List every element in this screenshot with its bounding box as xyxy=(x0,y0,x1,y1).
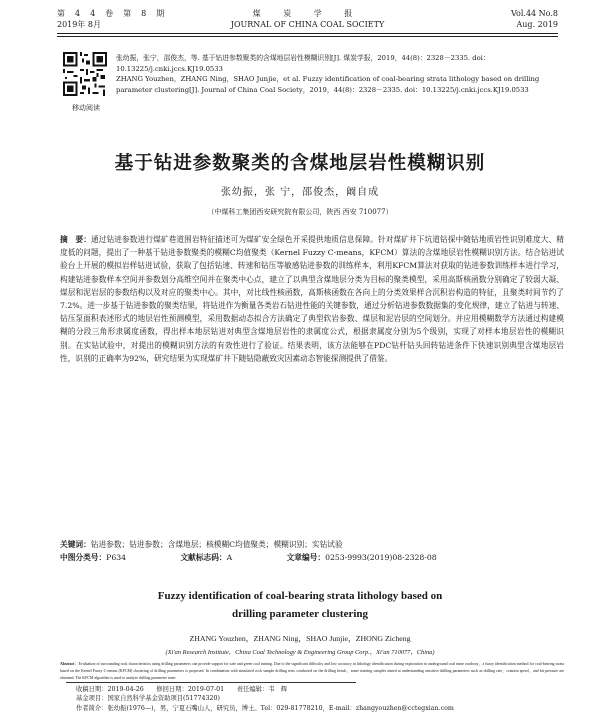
qr-caption: 移动阅读 xyxy=(72,104,100,112)
header-journal-name xyxy=(57,8,558,30)
clc-value: P634 xyxy=(106,553,126,562)
footnote-author-bio: 作者简介：张幼振(1976—)，男，宁夏石嘴山人，研究员，博士。Tel：029-81778210，E-mail：zhangyouzhen@cctegxian.com xyxy=(76,704,454,712)
article-title-en-line2: drilling parameter clustering xyxy=(231,608,369,620)
authors-en: ZHANG Youzhen，ZHANG Ning，SHAO Junjie，ZHONG Zicheng xyxy=(189,634,411,643)
document-code-value: A xyxy=(226,553,233,562)
header-rule-thin xyxy=(57,36,558,37)
header-date-en: Aug. 2019 xyxy=(516,20,558,29)
document-code-label: 文献标志码： xyxy=(180,553,227,562)
abstract-cn-label: 摘 要： xyxy=(60,235,92,244)
journal-name-cn: 煤 炭 学 报 xyxy=(252,9,363,18)
footnote-funding: 基金项目：国家自然科学基金资助项目(51774320) xyxy=(76,695,221,703)
header-volume-cn: 第44卷第8期 xyxy=(57,9,175,18)
running-header xyxy=(57,8,558,32)
keywords-cn-text: 钻进参数；钻进参数；含煤地层；核模糊C均值聚类；模糊识别；实钻试验 xyxy=(90,540,343,549)
document-code xyxy=(180,553,258,562)
affiliation-en: (Xi'an Research Institute，China Coal Technology & Engineering Group Corp.，Xi'an 710077，China) xyxy=(165,649,435,656)
clc-number xyxy=(60,553,152,562)
abstract-en-text: Evaluation of surrounding rock characteristics using drilling parameters can provide support for safe and green coal mining. Due to the significant difficulty and low accuracy in lithology identification during exploration in underground coal mine roadway，a fuzzy identification method for coal-bearing strata based on the Kernel Fuzzy C-means (KFCM) clustering of drilling parameters is proposed. In combination with simulated rock sample drilling tests conducted on the drilling bench，some training samples aimed at understanding sensitive drilling parameters such as drilling rate，rotation speed，and bit pressure are obtained. The KFCM algorithm is used to analyze drilling parameter train- xyxy=(60,662,564,680)
abstract-en-label: Abstract： xyxy=(60,662,79,666)
citation-en: ZHANG Youzhen，ZHANG Ning，SHAO Junjie，et al. Fuzzy identification of coal-bearing strata lithology based on drilling parameter clustering[J]. Journal of China Coal Society，2019，44(8)：2328－2335. doi：10.13225/j.cnki.jccs.KJ19.0533 xyxy=(116,75,540,94)
header-volume-info-en xyxy=(511,8,558,30)
classification-line xyxy=(60,552,564,564)
citation-block xyxy=(116,53,564,95)
article-number xyxy=(287,553,463,562)
article-title-en-line1: Fuzzy identification of coal-bearing strata lithology based on xyxy=(157,590,443,602)
header-volume-en: Vol.44 No.8 xyxy=(511,9,558,18)
clc-label: 中图分类号： xyxy=(60,553,107,562)
article-number-label: 文章编号： xyxy=(286,553,326,562)
abstract-cn xyxy=(60,233,564,365)
header-date-cn: 2019年 8月 xyxy=(57,20,101,29)
article-title-en xyxy=(0,587,600,623)
affiliation-cn: （中煤科工集团西安研究院有限公司，陕西 西安 710077） xyxy=(207,208,393,216)
header-rule-thick xyxy=(57,33,558,34)
footnote-dates: 收稿日期：2019-04-26 修回日期：2019-07-01 责任编辑：韦 辉 xyxy=(76,686,288,693)
qr-code-icon[interactable] xyxy=(63,52,107,96)
citation-cn: 张幼振，张宁，邵俊杰，等. 基于钻进参数聚类的含煤地层岩性模糊识别[J]. 煤炭学报，2019，44(8)：2328－2335. doi：10.13225/j.cnki.jccs.KJ19.0533 xyxy=(116,54,490,73)
authors-cn: 张幼振，张 宁，邵俊杰，阚自成 xyxy=(220,187,380,198)
footnote-divider xyxy=(66,682,356,683)
keywords-cn xyxy=(60,539,564,551)
article-number-value: 0253-9993(2019)08-2328-08 xyxy=(325,553,437,562)
footnote-block xyxy=(76,685,564,713)
abstract-cn-text: 通过钻进参数进行煤矿巷道围岩特征描述可为煤矿安全绿色开采提供地质信息保障。针对煤矿井下坑道钻探中随钻地质岩性识别难度大、精度低的问题，提出了一种基于钻进参数聚类的模糊C均值聚类（Kernel Fuzzy C-means，KFCM）算法的含煤地层岩性模糊识别方法。结合钻进试验台上开展的模拟岩样钻进试验，获取了包括钻速、转速和钻压等敏感钻进参数的训练样本，利用KFCM算法对获取的钻进参数训练样本进行学习，构建钻进参数样本空间并参数划分高维空间并在聚类中心点，建立了以典型含煤地层分类为目标的聚类模型，采用高斯核函数分别确定了较弱大凝、煤层和泥岩层的参数结构以及对应的聚类中心。其中，对比线性核函数，高斯核函数在各向上的分类效果样合沉积岩构造的特征，且聚类时间节约了7.2%。进一步基于钻进参数的聚类结果，将钻进作为衡量各类岩石钻进性能的关键参数，通过分析钻进参数数据集的变化规律，建立了钻进与转速、钻压泵面积表述形式的地层岩性预测模型，采用数据动态拟合方法确定了典型软岩参数、煤层和泥岩层的空间划分。并应用模糊数学方法通过构建模糊的分段三角形隶属度函数，得出样本地层钻进对典型含煤地层岩性的隶属度公式，根据隶属度分别为5个级别，实现了对样本地层岩性的模糊识别。在实钻试验中，对提出的模糊识别方法的有效性进行了验证。结果表明，该方法能够在PDC钻杆钻头回转钻进条件下快速识别典型含煤地层岩性，识别的正确率为92%，研究结果为实现煤矿井下随钻隐蔽致灾因素动态智能探测提供了借鉴。 xyxy=(60,235,564,363)
journal-name-en: JOURNAL OF CHINA COAL SOCIETY xyxy=(230,20,385,29)
abstract-en xyxy=(60,661,564,682)
keywords-cn-label: 关键词： xyxy=(60,540,91,549)
article-title-cn: 基于钻进参数聚类的含煤地层岩性模糊识别 xyxy=(114,153,486,174)
